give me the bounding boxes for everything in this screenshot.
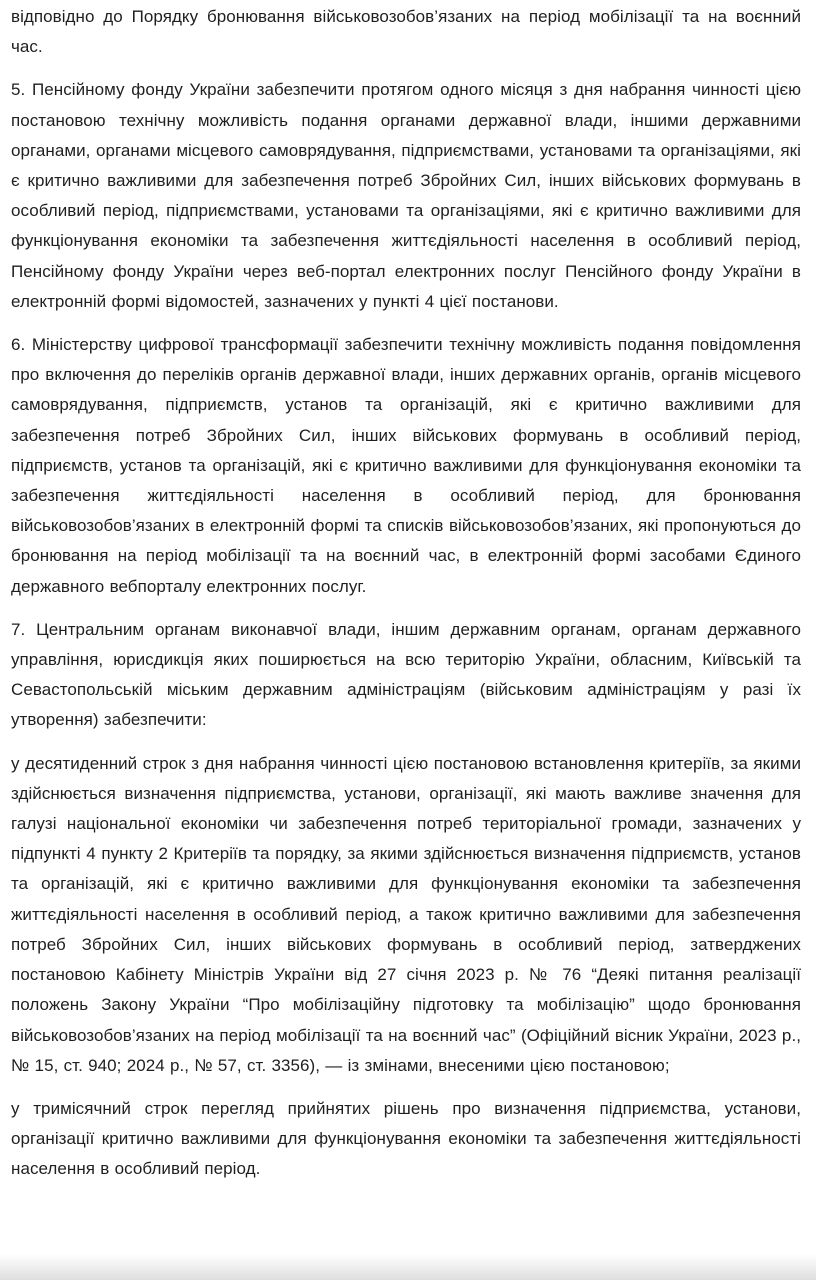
paragraph-continuation: відповідно до Порядку бронювання військовозобов’язаних на період мобілізації та на воєнний час. [11, 7, 801, 57]
page-bottom-fade [0, 1254, 816, 1280]
paragraph-item-5: 5. Пенсійному фонду України забезпечити протягом одного місяця з дня набрання чинності цією постановою технічну можливість подання органами державної влади, іншими державними органами, органами місцевого самоврядування, підприємствами, установами та організаціями, які є критично важливими для забезпечення потреб Збройних Сил, інших військових формувань в особливий період, підприємствами, установами та організаціями, які є критично важливими для функціонування економіки та забезпечення життєдіяльності населення в особливий період, Пенсійному фонду України через веб-портал електронних послуг Пенсійного фонду України в електронній формі відомостей, зазначених у пункті 4 цієї постанови. [11, 80, 801, 311]
paragraph-item-7-sub-2: у тримісячний строк перегляд прийнятих рішень про визначення підприємства, установи, організації критично важливими для функціонування економіки та забезпечення життєдіяльності населення в особливий період. [11, 1098, 801, 1179]
paragraph-item-7: 7. Центральним органам виконавчої влади, іншим державним органам, органам державного управління, юрисдикція яких поширюється на всю територію України, обласним, Київській та Севастопольській міським державним адміністраціям (військовим адміністраціям у разі їх утворення) забезпечити: [11, 619, 801, 730]
paragraph-item-7-sub-1: у десятиденний строк з дня набрання чинності цією постановою встановлення критеріїв, за якими здійснюється визначення підприємства, установи, організації, які мають важливе значення для галузі національної економіки чи забезпечення потреб територіальної громади, зазначених у підпункті 4 пункту 2 Критеріїв та порядку, за якими здійснюється визначення підприємств, установ та організацій, які є критично важливими для функціонування економіки та забезпечення життєдіяльності населення в особливий період, а також критично важливими для забезпечення потреб Збройних Сил, інших військових формувань в особливий період, затверджених постановою Кабінету Міністрів України від 27 січня 2023 р. № 76 “Деякі питання реалізації положень Закону України “Про мобілізаційну підготовку та мобілізацію” щодо бронювання військовозобов’язаних на період мобілізації та на воєнний час” (Офіційний вісник України, 2023 р., № 15, ст. 940; 2024 р., № 57, ст. 3356), — із змінами, внесеними цією постановою; [11, 753, 801, 1075]
paragraph-item-6: 6. Міністерству цифрової трансформації забезпечити технічну можливість подання повідомлення про включення до переліків органів державної влади, інших державних органів, органів місцевого самоврядування, підприємств, установ та організацій, які є критично важливими для забезпечення потреб Збройних Сил, інших військових формувань в особливий період, підприємств, установ та організацій, які є критично важливими для функціонування економіки та забезпечення життєдіяльності населення в особливий період, для бронювання військовозобов’язаних в електронній формі та списків військовозобов’язаних, які пропонуються до бронювання на період мобілізації та на воєнний час, в електронній формі засобами Єдиного державного вебпорталу електронних послуг. [11, 335, 801, 596]
